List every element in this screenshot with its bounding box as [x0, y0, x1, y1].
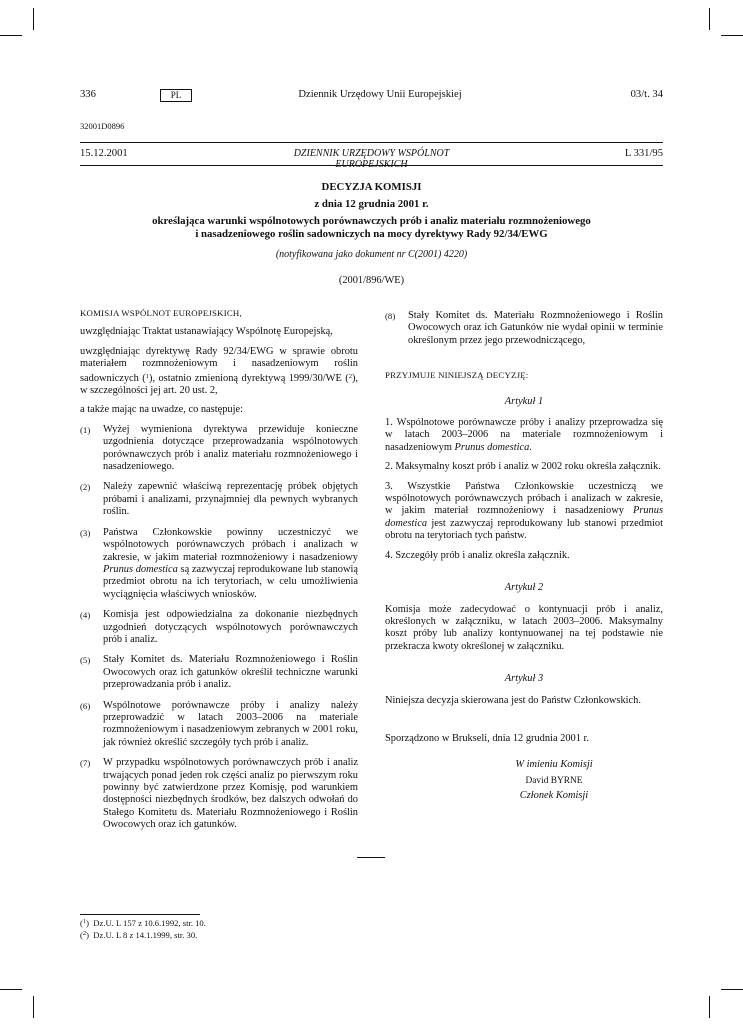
text-run: jest zazwyczaj reprodukowany lub stanowi przedmiot obrotu na terytoriach tych państw.	[385, 517, 663, 542]
article-2-title: Artykuł 2	[504, 582, 544, 594]
text-run: 3. Wszystkie Państwa Członkowskie uczestniczą we wspólnotowych porównawczych próbach i analizach w zakresie, w jakim materiał rozmnożeniowy i nasadzeniowy	[385, 480, 663, 517]
crop-mark	[721, 989, 743, 990]
journal-title: Dziennik Urzędowy Unii Europejskiej	[298, 89, 462, 100]
done-at: Sporządzono w Brukseli, dnia 12 grudnia 2001 r.	[385, 732, 590, 744]
recital-item	[385, 310, 663, 347]
oj-date: 15.12.2001	[80, 148, 128, 159]
article-3-title: Artykuł 3	[504, 673, 544, 685]
footnote-ref: 1	[145, 372, 149, 380]
signature-line: W imieniu Komisji	[515, 759, 593, 771]
title-line: z dnia 12 grudnia 2001 r.	[314, 198, 429, 210]
article-text: Komisja może zadecydować o kontynuacji prób i analiz, określonych w załączniku, w latach 2003–2006. Maksymalny koszt próby lub analizy kontynuowanej na tej podstawie nie przekracza kwoty określonej w załączniku.	[385, 603, 663, 652]
document-id: 32001D0896	[80, 121, 125, 131]
footnote-text: Dz.U. L 157 z 10.6.1992, str. 10.	[93, 918, 206, 928]
title-line: określająca warunki wspólnotowych porównawczych prób i analiz materiału rozmnożeniowego	[152, 215, 591, 227]
recital-item	[80, 527, 358, 601]
decision-date	[80, 198, 663, 210]
article-text: 4. Szczegóły prób i analiz określa załącznik.	[385, 549, 570, 561]
text-run: .	[529, 441, 532, 453]
oj-reference: L 331/95	[624, 148, 663, 159]
footnote-rule	[80, 914, 200, 915]
signatory-name: David BYRNE	[525, 775, 583, 786]
right-column	[385, 310, 663, 803]
recital-item	[80, 424, 358, 474]
footnote-text: Dz.U. L 8 z 14.1.1999, str. 30.	[93, 930, 198, 940]
recital-item	[80, 654, 358, 691]
item-text: są zazwyczaj reprodukowane lub stanowią przedmiot obrotu na ich terytoriach, w celu umożliwienia wyciągnięcia właściwych wniosków.	[103, 563, 359, 600]
footnote-mark: 1	[82, 918, 87, 925]
crop-mark	[0, 989, 22, 990]
footnote-ref: 2	[348, 372, 352, 380]
oj-journal: DZIENNIK URZĘDOWY WSPÓLNOT	[293, 148, 450, 159]
item-text: Należy zapewnić właściwą reprezentację próbek objętych próbami i analizami, przynajmniej dla pewnych wybranych roślin.	[103, 481, 358, 518]
signature-block	[385, 759, 663, 802]
header-rule-top	[80, 142, 663, 143]
crop-mark	[0, 35, 22, 36]
recital-item	[80, 481, 358, 518]
text-run: 1. Wspólnotowe porównawcze próby i analizy przeprowadza się w latach 2003–2006 na materiale rozmnożeniowym i nasadzeniowym	[385, 417, 663, 453]
decision-number: (2001/896/WE)	[338, 275, 405, 286]
item-text: Państwa Członkowskie powinny uczestniczyć we wspólnotowych porównawczych próbach i analizach w zakresie, w jakim materiał rozmnożeniowy i nasadzeniowy	[103, 526, 358, 563]
article-text: 2. Maksymalny koszt prób i analiz w 2002 roku określa załącznik.	[385, 461, 661, 473]
item-number: (8)	[385, 311, 396, 321]
adopts-heading: PRZYJMUJE NINIEJSZĄ DECYZJĘ:	[385, 370, 529, 381]
text-run: ), w szczególności jej art. 20 ust. 2,	[80, 372, 358, 397]
recital-item	[80, 609, 358, 646]
recital-text	[80, 346, 358, 398]
item-text: Wspólnotowe porównawcze próby i analizy należy przeprowadzić w latach 2003–2006 na materiale rozmnożeniowym i nasadzeniowym zebranych w 2001 roku, jak również określić szczegóły tych prób i analiz.	[103, 699, 358, 748]
left-column	[80, 307, 358, 840]
text-italic: Prunus domestica	[454, 441, 530, 453]
page-number: 336	[80, 89, 96, 100]
item-text: Stały Komitet ds. Materiału Rozmnożeniowego i Roślin Owocowych oraz ich gatunków określił techniczne warunki przeprowadzania prób i analiz.	[103, 654, 358, 691]
item-text: Wyżej wymieniona dyrektywa przewiduje konieczne uzgodnienia dotyczące przeprowadzania wspólnotowych porównawczych prób i analiz materiału rozmnożeniowego i nasadzeniowego.	[103, 423, 358, 473]
crop-mark	[709, 8, 710, 30]
item-number: (6)	[80, 700, 91, 711]
recital-text: uwzględniając Traktat ustanawiający Wspólnotę Europejską,	[80, 326, 333, 338]
text-run: uwzględniając dyrektywę Rady 92/34/EWG w sprawie obrotu materiałem rozmnożeniowym i nasadzeniowym roślin sadowniczych (	[80, 345, 358, 384]
signatory-title: Członek Komisji	[519, 790, 589, 802]
running-header	[80, 89, 663, 103]
crop-mark	[721, 35, 743, 36]
article-text: Niniejsza decyzja skierowana jest do Państw Członkowskich.	[385, 694, 641, 706]
intro-text: KOMISJA WSPÓLNOT EUROPEJSKICH,	[80, 308, 242, 318]
title-line: i nasadzeniowego roślin sadowniczych na mocy dyrektywy Rady 92/34/EWG	[195, 227, 548, 240]
item-number: (2)	[80, 482, 91, 493]
item-text-italic: Prunus domestica	[103, 563, 178, 575]
title-line: DECYZJA KOMISJI	[321, 181, 422, 193]
notified-note: (notyfikowana jako dokument nr C(2001) 4220)	[275, 249, 468, 260]
crop-mark	[709, 996, 710, 1018]
language-badge: PL	[160, 89, 192, 102]
item-number: (5)	[80, 655, 91, 666]
item-text: Stały Komitet ds. Materiału Rozmnożeniowego i Roślin Owocowych oraz ich Gatunków nie wydał opinii w terminie określonym przez jego przewodniczącego,	[408, 310, 663, 346]
decision-title	[80, 181, 663, 193]
crop-mark	[33, 8, 34, 30]
item-number: (7)	[80, 758, 91, 769]
item-number: (4)	[80, 610, 91, 621]
footnote: ($^1$) Dz.U. L 157 z 10.6.1992, str. 10.	[80, 918, 206, 928]
decision-subject	[80, 215, 663, 240]
recital-text: a także mając na uwadze, co następuje:	[80, 404, 243, 416]
article-text	[385, 417, 663, 454]
oj-line	[80, 148, 663, 162]
item-number: (3)	[80, 527, 91, 538]
footnote: ($^2$) Dz.U. L 8 z 14.1.1999, str. 30.	[80, 930, 198, 940]
volume-number: 03/t. 34	[630, 89, 663, 100]
item-number: (1)	[80, 424, 91, 435]
footnote-mark: 2	[82, 930, 87, 937]
article-1-title: Artykuł 1	[504, 395, 544, 407]
recital-item	[80, 757, 358, 831]
header-rule-bottom	[80, 165, 663, 166]
text-italic: Prunus domestica	[385, 505, 663, 529]
text-run: ), ostatnio zmienioną dyrektywą 1999/30/WE (	[148, 372, 349, 384]
item-text: Komisja jest odpowiedzialna za dokonanie niezbędnych uzgodnień dotyczących wspólnotowych porównawczych prób i analiz.	[103, 609, 358, 645]
article-text	[385, 481, 663, 543]
crop-mark	[33, 996, 34, 1018]
item-text: W przypadku wspólnotowych porównawczych prób i analiz trwających ponad jeden rok części analiz po pierwszym roku powinny być zatwierdzone przez Komisję, pod warunkiem dostępności niezbędnych środków, bez dalszych odwołań do Stałego Komitetu ds. Materiału Rozmnożeniowego i Roślin Owocowych oraz ich gatunków.	[103, 757, 358, 831]
recital-item	[80, 700, 358, 750]
end-rule	[357, 857, 385, 858]
